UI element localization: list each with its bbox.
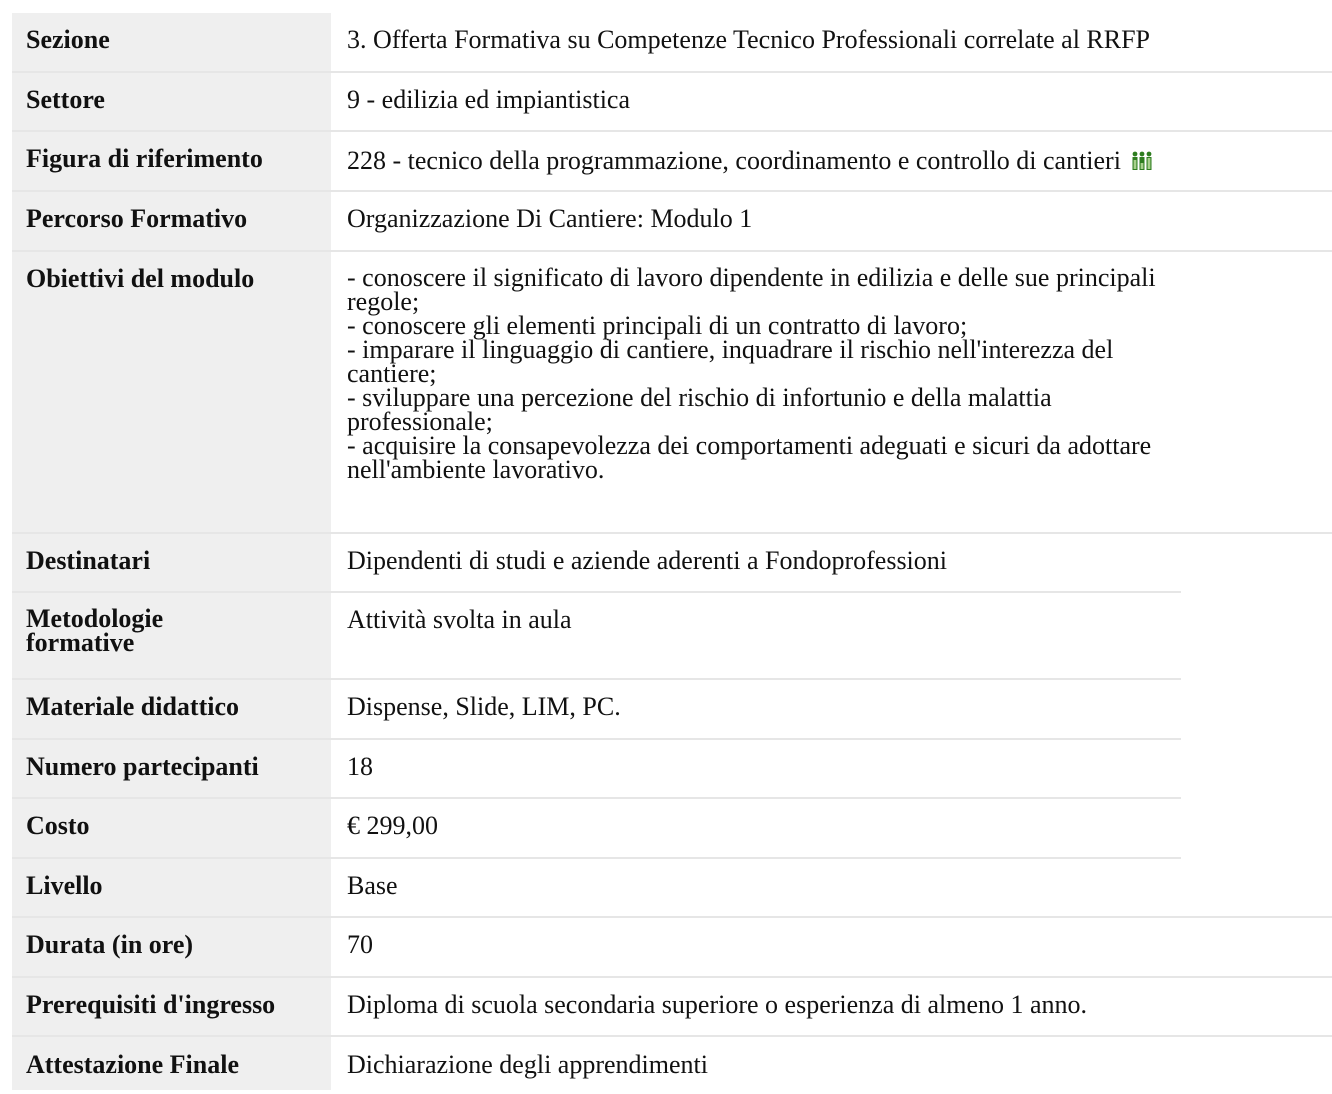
objective-line: nell'ambiente lavorativo. bbox=[347, 455, 605, 484]
objective-line: regole; bbox=[347, 287, 420, 316]
label-destinatari: Destinatari bbox=[12, 534, 331, 593]
row-costo bbox=[12, 799, 1332, 859]
objective-line: cantiere; bbox=[347, 359, 437, 388]
label-attestazione: Attestazione Finale bbox=[12, 1037, 331, 1090]
row-numero-partecipanti bbox=[12, 740, 1332, 799]
row-durata bbox=[12, 918, 1332, 978]
label-sezione: Sezione bbox=[12, 13, 331, 73]
row-sezione bbox=[12, 13, 1332, 73]
label-materiale: Materiale didattico bbox=[12, 680, 331, 740]
row-settore bbox=[12, 73, 1332, 132]
objective-line: professionale; bbox=[347, 407, 493, 436]
value-figura-text: 228 - tecnico della programmazione, coordinamento e controllo di cantieri bbox=[347, 146, 1121, 175]
objective-line: - conoscere gli elementi principali di un contratto di lavoro; bbox=[347, 311, 968, 340]
label-settore: Settore bbox=[12, 73, 331, 132]
label-livello: Livello bbox=[12, 859, 331, 918]
value-materiale: Dispense, Slide, LIM, PC. bbox=[347, 692, 621, 721]
label-costo: Costo bbox=[12, 799, 331, 859]
label-metodologie-line: formative bbox=[26, 628, 135, 657]
row-metodologie bbox=[12, 593, 1332, 680]
value-durata: 70 bbox=[347, 930, 373, 959]
value-figura bbox=[331, 132, 1332, 192]
row-destinatari bbox=[12, 534, 1332, 593]
label-percorso: Percorso Formativo bbox=[12, 192, 331, 252]
row-obiettivi bbox=[12, 252, 1332, 534]
value-destinatari: Dipendenti di studi e aziende aderenti a Fondoprofessioni bbox=[347, 546, 948, 575]
row-figura-di-riferimento bbox=[12, 132, 1332, 192]
label-numero: Numero partecipanti bbox=[12, 740, 331, 799]
objective-line: - conoscere il significato di lavoro dipendente in edilizia e delle sue principali bbox=[347, 263, 1156, 292]
value-attestazione: Dichiarazione degli apprendimenti bbox=[347, 1050, 708, 1079]
row-prerequisiti bbox=[12, 978, 1332, 1037]
value-livello: Base bbox=[347, 871, 398, 900]
value-prerequisiti: Diploma di scuola secondaria superiore o esperienza di almeno 1 anno. bbox=[347, 990, 1088, 1019]
row-materiale bbox=[12, 680, 1332, 740]
people-chart-icon[interactable] bbox=[1131, 150, 1153, 170]
row-livello bbox=[12, 859, 1332, 918]
value-numero: 18 bbox=[347, 752, 373, 781]
objective-line: - acquisire la consapevolezza dei comportamenti adeguati e sicuri da adottare bbox=[347, 431, 1152, 460]
value-costo: € 299,00 bbox=[347, 811, 438, 840]
value-percorso: Organizzazione Di Cantiere: Modulo 1 bbox=[347, 204, 753, 233]
course-details-table bbox=[12, 13, 1332, 1090]
label-obiettivi: Obiettivi del modulo bbox=[12, 252, 331, 534]
row-percorso-formativo bbox=[12, 192, 1332, 252]
label-durata: Durata (in ore) bbox=[12, 918, 331, 978]
label-metodologie-line: Metodologie bbox=[26, 604, 164, 633]
value-obiettivi bbox=[331, 252, 1332, 534]
row-attestazione bbox=[12, 1037, 1332, 1090]
objective-line: - imparare il linguaggio di cantiere, inquadrare il rischio nell'interezza del bbox=[347, 335, 1114, 364]
value-metodologie: Attività svolta in aula bbox=[347, 605, 572, 634]
objective-line: - sviluppare una percezione del rischio di infortunio e della malattia bbox=[347, 383, 1052, 412]
value-sezione: 3. Offerta Formativa su Competenze Tecnico Professionali correlate al RRFP bbox=[347, 25, 1151, 54]
label-metodologie bbox=[12, 593, 331, 680]
value-settore: 9 - edilizia ed impiantistica bbox=[347, 85, 631, 114]
label-prerequisiti: Prerequisiti d'ingresso bbox=[12, 978, 331, 1037]
label-figura: Figura di riferimento bbox=[12, 132, 331, 192]
